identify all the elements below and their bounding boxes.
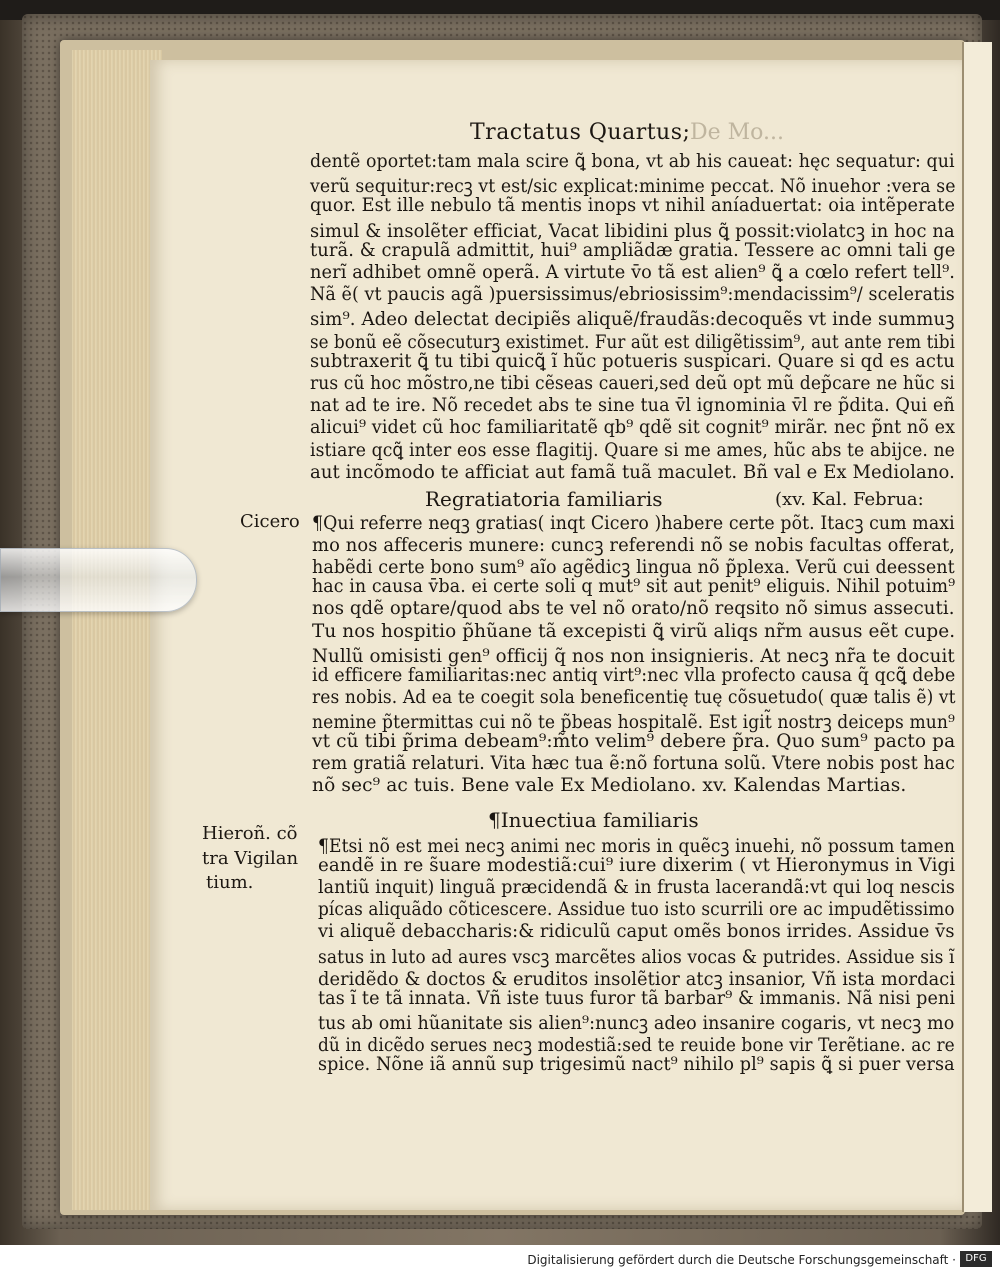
text-line: nos qdẽ optare/quod abs te vel nõ orato/nõ reqsito nõ simus assecuti. — [312, 598, 955, 620]
text-line: vi aliquẽ debaccharis:& ridiculũ caput omẽs bonos irrides. Assidue v̄s — [318, 921, 955, 943]
text-line: nõ sec⁹ ac tuis. Bene vale Ex Mediolano. xv. Kalendas Martias. — [312, 775, 907, 797]
text-line: dentẽ oportet:tam mala scire ꝗ̃ bona, vt ab his caueat: hęc sequatur: qui — [310, 151, 955, 172]
text-line: istiare qcꝗ̃ inter eos esse flagitij. Quare si me ames, hũc abs te abijce. ne — [310, 439, 955, 461]
text-line: nat ad te ire. Nõ recedet abs te sine tua v̄l ignominia v̄l re p̃dita. Qui eñ — [310, 395, 955, 417]
text-line: mo nos affeceris munere: cuncꝫ referendi nõ se nobis facultas offerat, — [312, 535, 956, 557]
text-line: rem gratiã relaturi. Vita hæc tua ẽ:nõ fortuna solũ. Vtere nobis post hac — [312, 753, 955, 775]
section-title-regratiatoria: Regratiatoria familiaris — [425, 487, 663, 511]
text-line: tus ab omi hũanitate sis alien⁹:nuncꝫ adeo insanire cogaris, vt necꝫ mo — [318, 1012, 955, 1034]
footer-bar — [0, 1245, 1000, 1275]
text-line: tas ĩ te tã innata. Vñ iste tuus furor tã barbar⁹ & immanis. Nã nisi peni — [318, 987, 956, 1009]
text-line: verũ sequitur:recꝫ vt est/sic explicat:minime peccat. Nõ inuehor :vera se — [310, 176, 956, 198]
margin-note-hieron-1: Hieroñ. cõ — [202, 823, 298, 844]
glass-page-weight — [0, 548, 197, 612]
text-line: id efficere familiaritas:nec antiq virt⁹:nec vlla profecto causa q̃ qcꝗ̃ debe — [312, 664, 956, 686]
text-line: vt cũ tibi p̃rima debeam⁹:m̃to velim⁹ debere p̃ra. Quo sum⁹ pacto pa — [312, 731, 956, 752]
text-line: simul & insolẽter efficiat, Vacat libidini plus ꝗ̃ possit:violatcꝫ in hoc na — [310, 220, 955, 242]
text-line: nemine p̃termittas cui nõ te p̃beas hospitalẽ. Est igit̃ nostrꝫ deiceps mun⁹ — [312, 711, 955, 733]
text-line: pícas aliquãdo cõticescere. Assidue tuo isto scurrili ore ac impudẽtissimo — [318, 899, 955, 921]
text-line: eandẽ in re s̃uare modestiã:cui⁹ iure dixerim ( vt Hieronymus in Vigi — [318, 855, 956, 877]
text-line: satus in luto ad aures vscꝫ marcẽtes alios vocas & putrides. Assidue sis ĩ — [318, 946, 955, 968]
dfg-logo: DFG — [960, 1251, 992, 1267]
text-line: hac in causa v̄ba. ei certe soli q mut⁹ sit aut penit⁹ eliguis. Nihil potuim⁹ — [312, 576, 956, 598]
facing-page-edge — [962, 42, 992, 1212]
text-line: quor. Est ille nebulo tã mentis inops vt nihil aníaduertat: oia intẽperate — [310, 195, 956, 217]
text-line: res nobis. Ad ea te coegit sola beneficentię tuę cõsuetudo( quæ talis ẽ) vt — [312, 686, 956, 708]
margin-note-hieron-3: tium. — [206, 872, 254, 893]
text-line: Tu nos hospitio p̃hũane tã excepisti ꝗ̃ virũ aliqs nr̃m ausus eẽt cupe. — [312, 620, 956, 642]
text-line: aut incõmodo te afficiat aut famã tuã maculet. Bñ val e Ex Mediolano. — [310, 461, 955, 483]
text-line: spice. Nõne iã annũ sup trigesimũ nact⁹ nihilo pl⁹ sapis ꝗ̃ si puer versa — [318, 1054, 955, 1075]
text-line: turã. & crapulã admittit, hui⁹ ampliãdæ gratia. Tessere ac omni tali ge — [310, 239, 956, 261]
section-date: (xv. Kal. Februa: — [775, 489, 924, 510]
text-line: dũ in dicẽdo serues necꝫ modestiã:sed te reuide bone vir Terẽtiane. ac re — [318, 1034, 955, 1056]
section-title-inuectiua: ¶Inuectiua familiaris — [488, 808, 699, 832]
text-line: alicui⁹ videt cũ hoc familiaritatẽ qb⁹ qdẽ sit cognit⁹ mirãr. nec p̃nt nõ ex — [310, 417, 956, 439]
text-line: ¶Etsi nõ est mei necꝫ animi nec moris in quẽcꝫ inuehi, nõ possum tamen — [318, 836, 955, 857]
page-fore-edges — [72, 50, 162, 1210]
text-line: subtraxerit ꝗ̃ tu tibi quicꝗ̃ ĩ hũc potueris suspicari. Quare si qd es actu — [310, 350, 955, 372]
running-header-showthrough: De Mo... — [690, 120, 785, 145]
text-line: se bonũ eẽ cõsecuturꝫ existimet. Fur aũt est diligẽtissim⁹, aut ante rem tibi — [310, 331, 956, 353]
text-line: Nullũ omisisti gen⁹ officij q̃ nos non insignieris. At necꝫ nr̃a te docuit — [312, 645, 955, 667]
margin-note-hieron-2: tra Vigilan — [202, 848, 299, 869]
running-header: Tractatus Quartus; — [470, 120, 691, 145]
text-line: nerĩ adhibet omnẽ operã. A virtute v̄o tã est alien⁹ ꝗ̃ a cœlo refert tell⁹. — [310, 262, 956, 283]
text-line: Nã ẽ( vt paucis agã )puersissimus/ebriosissim⁹:mendacissim⁹/ sceleratis — [310, 284, 955, 306]
text-line: sim⁹. Adeo delectat decipiẽs aliquẽ/fraudãs:decoquẽs vt inde summuꝫ — [310, 309, 955, 331]
text-line: lantiũ inquit) linguã præcidendã & in frusta lacerandã:vt qui loq nescis — [318, 877, 955, 899]
margin-note-cicero: Cicero — [240, 511, 300, 532]
text-line: ¶Qui referre neqꝫ gratias( inqt Cicero )habere certe põt. Itacꝫ cum maxi — [312, 513, 955, 534]
text-line: rus cũ hoc mõstro,ne tibi cẽseas caueri,sed deũ opt mũ dep̃care ne hũc si — [310, 373, 955, 394]
footer-credit: Digitalisierung gefördert durch die Deutsche Forschungsgemeinschaft · — [527, 1253, 956, 1267]
text-line: habẽdi certe bono sum⁹ aĩo agẽdicꝫ lingua nõ p̃plexa. Verũ cui deessent — [312, 557, 955, 579]
text-line: deridẽdo & doctos & eruditos insolẽtior atcꝫ insanior, Vñ ista mordaci — [318, 968, 956, 990]
